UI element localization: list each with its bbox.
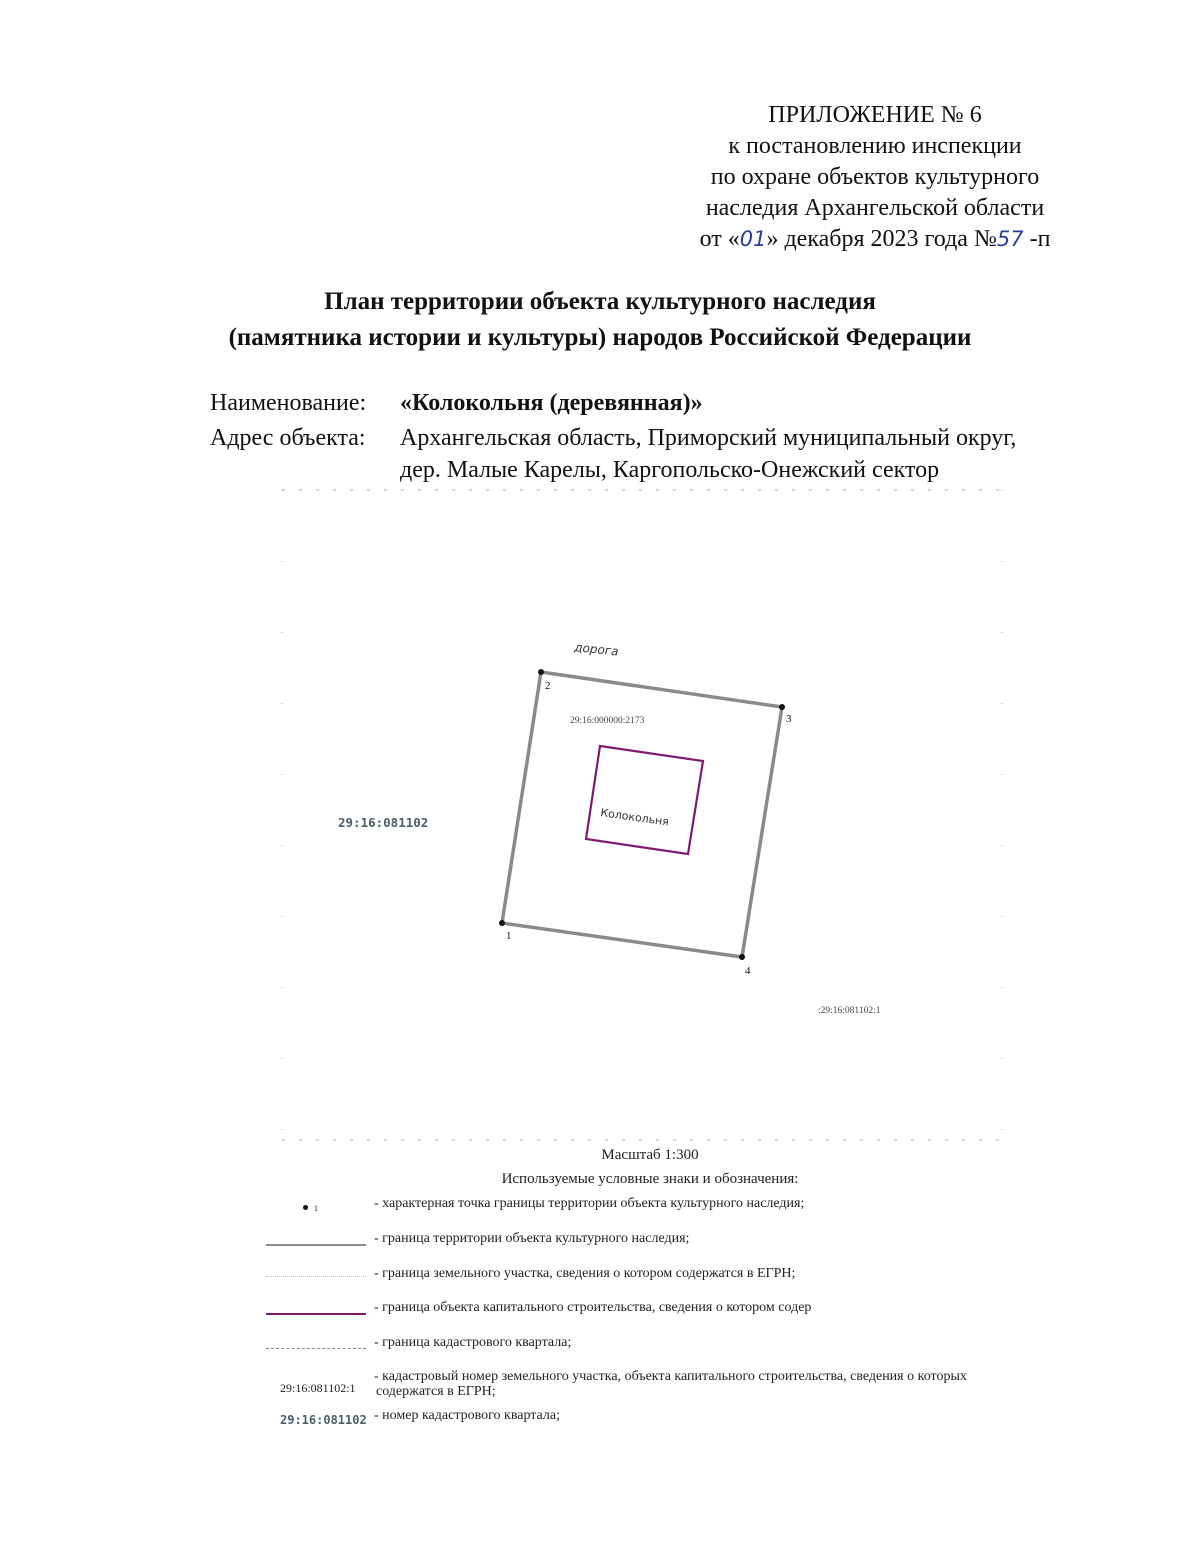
appendix-line: по охране объектов культурного [710, 164, 1040, 190]
address-line-2: дер. Малые Карелы, Каргопольско-Онежский сектор [400, 457, 940, 483]
legend-item-text: - кадастровый номер земельного участка, объекта капитального строительства, сведения о которых [374, 1369, 967, 1384]
legend-item-text: - граница кадастрового квартала; [374, 1335, 572, 1350]
boundary-point-marker [779, 704, 785, 710]
legend-item-text: - характерная точка границы территории объекта культурного наследия; [374, 1196, 805, 1211]
legend-item-text: - граница объекта капитального строительства, сведения о котором содер [374, 1300, 812, 1315]
building-label: Колокольня [599, 806, 670, 829]
date-suffix: -п [1023, 226, 1051, 252]
point-label-1: 1 [506, 930, 512, 942]
legend-item-text: - граница территории объекта культурного наследия; [374, 1231, 690, 1246]
point-label-2: 2 [545, 680, 551, 692]
legend-item-text-continued: содержатся в ЕГРН; [376, 1384, 496, 1399]
point-symbol-label: 1 [314, 1204, 318, 1213]
address-label: Адрес объекта: [210, 425, 366, 451]
appendix-title: ПРИЛОЖЕНИЕ № 6 [768, 102, 982, 128]
date-mid: » декабря 2023 года № [766, 226, 997, 252]
date-prefix: от « [699, 226, 740, 252]
road-label: дорога [573, 640, 620, 659]
boundary-point-marker [538, 669, 544, 675]
boundary-point-marker [499, 920, 505, 926]
parcel-number-symbol: 29:16:081102:1 [280, 1381, 356, 1395]
dashed-line-symbol-icon [266, 1348, 366, 1349]
legend-item-text: - граница земельного участка, сведения о котором содержатся в ЕГРН; [374, 1266, 796, 1281]
point-label-4: 4 [745, 965, 751, 977]
gray-line-symbol-icon [266, 1244, 366, 1246]
parcel-number-label: 29:16:000000:2173 [570, 716, 645, 726]
building-boundary [586, 746, 703, 854]
legend-item-text: - номер кадастрового квартала; [374, 1408, 560, 1423]
name-label: Наименование: [210, 390, 367, 416]
point-label-3: 3 [786, 713, 792, 725]
address-line-1: Архангельская область, Приморский муниципальный округ, [400, 425, 1017, 451]
title-line-1: План территории объекта культурного наследия [324, 288, 876, 315]
appendix-line: наследия Архангельской области [705, 195, 1045, 221]
handwritten-number: 57 [996, 227, 1024, 251]
dotted-line-symbol-icon [266, 1276, 366, 1277]
cadastral-quarter-number: 29:16:081102 [338, 815, 429, 830]
map-scale: Масштаб 1:300 [601, 1147, 699, 1163]
quarter-number-symbol: 29:16:081102 [280, 1413, 367, 1427]
title-line-2: (памятника истории и культуры) народов Российской Федерации [228, 324, 972, 351]
legend-heading: Используемые условные знаки и обозначения: [501, 1171, 799, 1187]
neighbor-parcel-number: :29:16:081102:1 [818, 1006, 881, 1016]
handwritten-day: 01 [739, 227, 767, 251]
purple-line-symbol-icon [266, 1313, 366, 1315]
appendix-line: к постановлению инспекции [728, 133, 1022, 159]
point-symbol-icon [303, 1205, 308, 1210]
boundary-point-marker [739, 954, 745, 960]
name-value: «Колокольня (деревянная)» [400, 390, 703, 416]
